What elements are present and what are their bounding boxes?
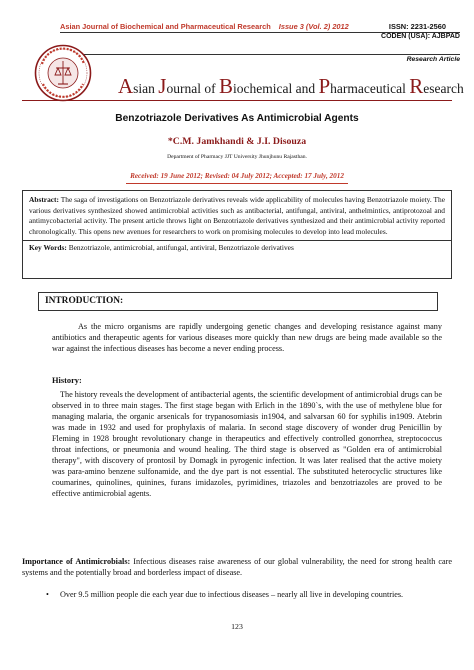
- article-authors: *C.M. Jamkhandi & J.I. Disouza: [167, 136, 307, 147]
- masthead-initial-b: B: [218, 74, 233, 98]
- keywords: [23, 240, 451, 254]
- abstract-box: [22, 190, 452, 279]
- masthead-initial-p: P: [318, 74, 331, 98]
- bullet-symbol: •: [46, 590, 49, 599]
- bullet-list: [46, 589, 442, 600]
- abstract-text: The saga of investigations on Benzotriazole derivatives reveals wide applicability of molecules having Benzotriazole moiety. The various derivatives synthesized showed antimicrobial activities such as antibacterial, antifungal, antiviral, anthelmintics, antiprotozoal and antimycobacterial activity. The present article throws light on Benzotriazole derivatives synthesized and their antimicrobial activity reported chronologically. This opens new avenues for researchers to work on promising molecules to develop into lead molecules.: [29, 195, 445, 236]
- issn: ISSN: 2231-2560: [388, 22, 446, 31]
- importance-label: Importance of Antimicrobials:: [22, 557, 131, 566]
- keywords-text: Benzotriazole, antimicrobial, antifungal, antiviral, Benzotriazole derivatives: [66, 243, 294, 252]
- introduction-paragraph: As the micro organisms are rapidly undergoing genetic changes and developing resistance against many antibiotics and therapeutic agents for various diseases more quickly than new drugs are being made available so the war against the infectious diseases has become a never ending process.: [52, 322, 442, 353]
- importance-paragraph: [22, 556, 452, 578]
- abstract-label: Abstract:: [29, 195, 59, 204]
- journal-name: Asian Journal of Biochemical and Pharmaceutical Research: [60, 22, 271, 31]
- masthead-word: sian: [133, 81, 159, 96]
- list-item: Over 9.5 million people die each year due to infectious diseases – nearly all live in developing countries.: [60, 590, 404, 599]
- coden-rule: [60, 54, 460, 55]
- author-affiliation: Department of Pharmacy JJT University Jhunjhunu Rajasthan.: [167, 154, 307, 160]
- masthead-initial-j: J: [158, 74, 167, 98]
- issue-info: Issue 3 (Vol. 2) 2012: [278, 22, 349, 31]
- introduction-heading: INTRODUCTION:: [38, 292, 438, 311]
- history-heading: History:: [52, 376, 82, 385]
- abstract: [29, 195, 445, 237]
- masthead-initial-r: R: [409, 74, 424, 98]
- masthead-word: harmaceutical: [330, 81, 410, 96]
- masthead-rule: [22, 100, 452, 101]
- masthead-word: ournal of: [166, 81, 219, 96]
- keywords-label: Key Words:: [29, 243, 67, 252]
- coden: CODEN (USA): AJBPAD: [381, 33, 460, 40]
- article-type: Research Article: [406, 56, 460, 63]
- masthead-word: esearch: [423, 81, 464, 96]
- importance-text: Infectious diseases raise awareness of our global vulnerability, the need for strong health care systems and the potentially broad and borderless impact of disease.: [22, 557, 452, 577]
- dates-underline: [126, 183, 348, 184]
- journal-seal-logo: [34, 44, 92, 102]
- journal-masthead: [118, 74, 464, 99]
- article-title: Benzotriazole Derivatives As Antimicrobial Agents: [115, 113, 359, 124]
- masthead-initial-a: A: [118, 74, 134, 98]
- page-number: 123: [231, 622, 243, 631]
- masthead-word: iochemical and: [232, 81, 319, 96]
- history-paragraph: The history reveals the development of antibacterial agents, the scientific development of antimicrobial drugs can be observed in to three main stages. The first stage began with Erlich in the 1890`s, with the use of methylene blue for managing malaria, the organic arsenicals for trypanosomiasis in1904, and salvarsan 60 for syphilis in1909. Atebrin was made in 1932 and used for prophylaxis of malaria. In second stage discovery of wonder drug Penicillin by Fleming in 1928 brought revolutionary change in therapeutics and effectively controlled gonorrhea, streptococcus throat infections, or pneumonia and wound healing. The third stage is observed as "Golden era of antimicrobial therapy", with discovery of prontosil by Domagk in pyrogenic infection. It was later realised that the active moiety was para-amino benzene sulfonamide, and the dye part is not essential. The substituted heterocyclic structures like coumarines, quinolines, quinines, furans imidazoles, pyrimidines, triazoles and benzotriazoles are proved to be effective antimicrobial agents.: [52, 390, 442, 498]
- article-dates: Received: 19 June 2012; Revised: 04 July 2012; Accepted: 17 July, 2012: [130, 172, 344, 180]
- journal-header: [60, 22, 460, 31]
